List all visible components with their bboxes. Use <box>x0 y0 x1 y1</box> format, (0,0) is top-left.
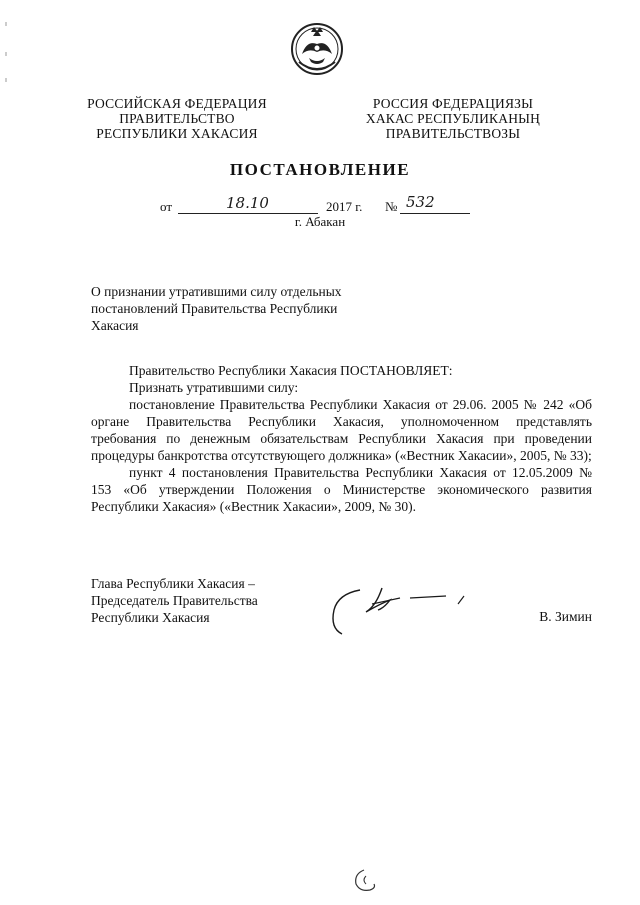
year-text: 2017 г. <box>326 199 363 214</box>
body-item-2: пункт 4 постановления Правительства Республики Хакасия от 12.05.2009 № 153 «Об утверждении Положения о Министерстве экономического развития Республики Хакасия» («Вестник Хакасии», 2009, № 30). <box>91 465 592 514</box>
signatory-name: В. Зимин <box>539 609 592 624</box>
body-intro: Правительство Республики Хакасия ПОСТАНОВЛЯЕТ: <box>129 363 453 378</box>
number-handwritten: 532 <box>406 193 435 211</box>
document-body <box>91 362 592 515</box>
signatory-position <box>91 575 331 626</box>
subject-line-2: постановлений Правительства Республики <box>91 301 338 316</box>
subject-line-1: О признании утратившими силу отдельных <box>91 284 342 299</box>
header-right-line-3: ПРАВИТЕЛЬСТВОЗЫ <box>385 126 521 141</box>
header-left-line-3: РЕСПУБЛИКИ ХАКАСИЯ <box>96 126 258 141</box>
margin-marks <box>3 22 9 82</box>
header-right <box>348 96 558 141</box>
header-right-line-1: РОССИЯ ФЕДЕРАЦИЯЗЫ <box>372 96 534 111</box>
date-handwritten: 18.10 <box>226 194 269 212</box>
signatory-position-line-1: Глава Республики Хакасия – <box>91 576 255 591</box>
city-line: г. Абакан <box>294 214 346 229</box>
header-left-line-2: ПРАВИТЕЛЬСТВО <box>119 111 235 126</box>
signatory-position-line-3: Республики Хакасия <box>91 610 210 625</box>
number-prefix: № <box>385 199 398 214</box>
handwritten-mark <box>350 866 380 896</box>
header-left <box>72 96 282 141</box>
signatory-position-line-2: Председатель Правительства <box>91 593 258 608</box>
subject-line-3: Хакасия <box>91 318 139 333</box>
date-prefix: от <box>160 199 173 214</box>
handwritten-signature <box>320 582 480 642</box>
header-left-line-1: РОССИЙСКАЯ ФЕДЕРАЦИЯ <box>87 96 267 111</box>
body-item-1: постановление Правительства Республики Хакасия от 29.06. 2005 № 242 «Об органе Правительства Республики Хакасия, уполномоченном представлять требования по денежным обязательствам Республики Хакасия при проведении процедуры банкротства отсутствующего должника» («Вестник Хакасии», 2005, № 33); <box>91 397 592 463</box>
document-title: ПОСТАНОВЛЕНИЕ <box>229 160 411 179</box>
coat-of-arms-emblem <box>287 18 347 78</box>
header-right-line-2: ХАКАС РЕСПУБЛИКАНЫҢ <box>365 111 541 126</box>
document-subject <box>91 283 381 334</box>
body-recognize: Признать утратившими силу: <box>129 380 299 395</box>
